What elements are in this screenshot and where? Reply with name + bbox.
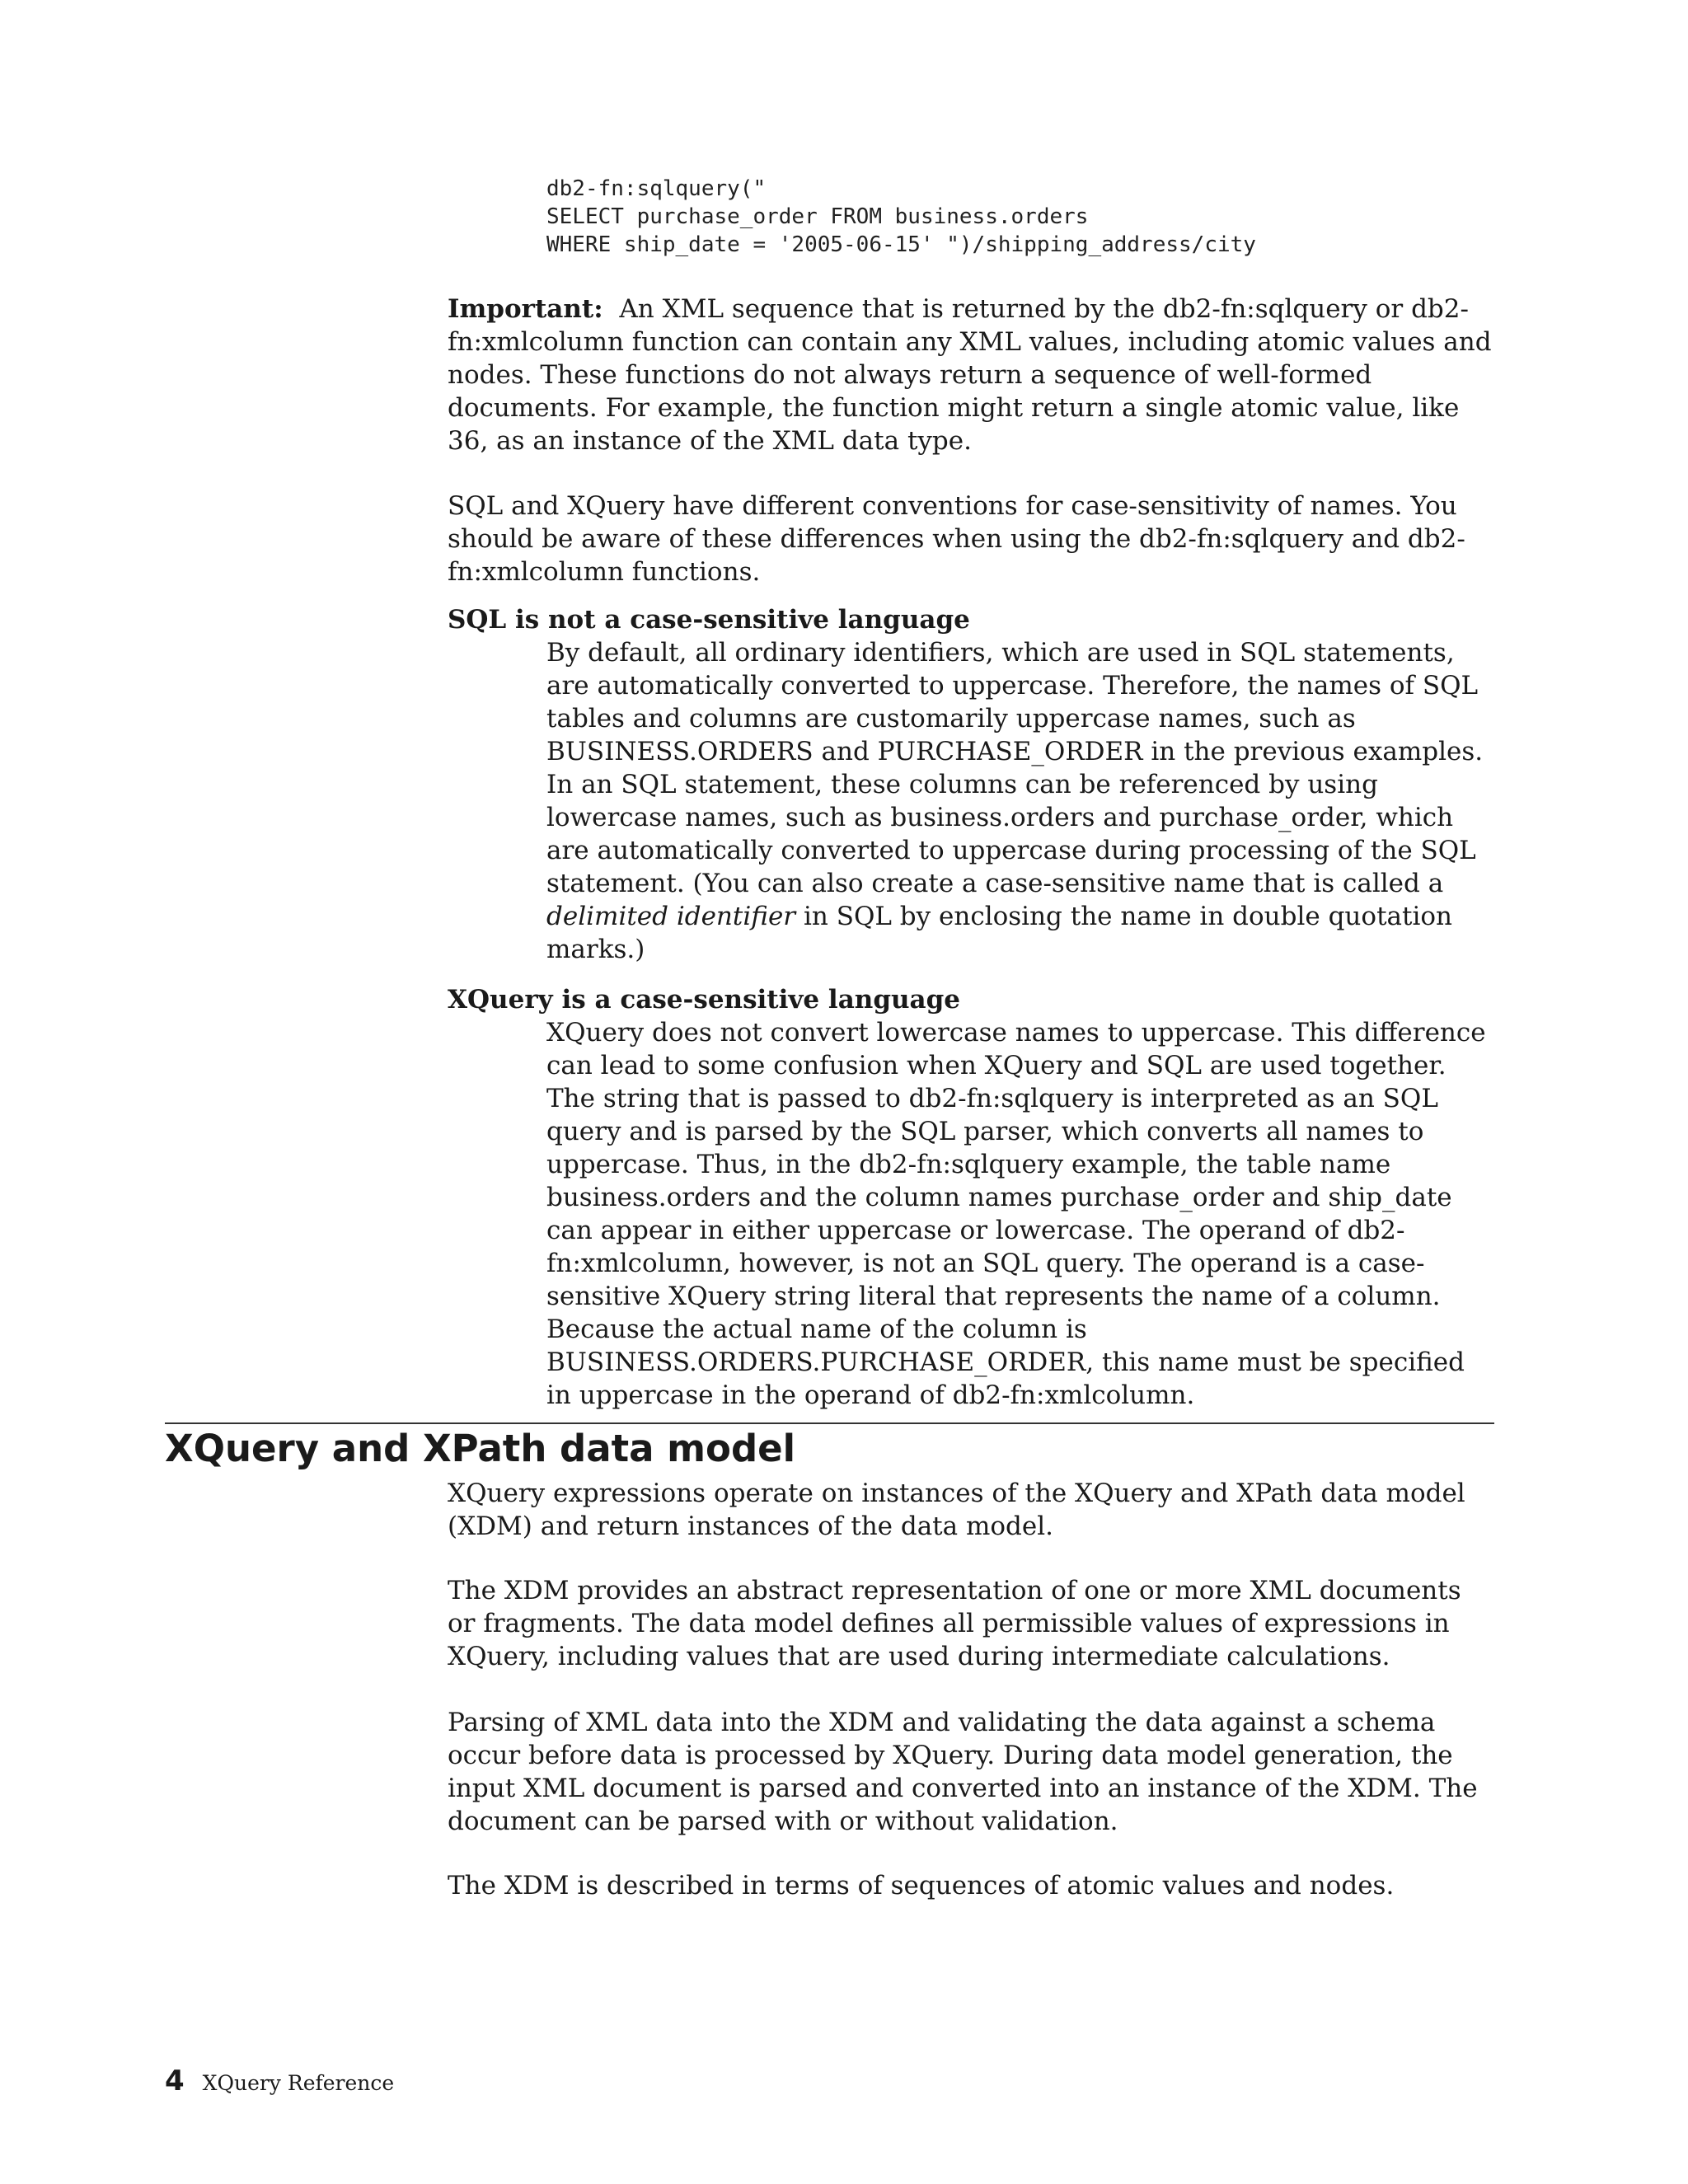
- section-heading: XQuery and XPath data model: [165, 1427, 796, 1470]
- definition-sql-text-before: By default, all ordinary identifiers, which are used in SQL statements, are automatically converted to uppercase. Therefore, the names of SQL tables and columns are customarily uppercase names, such as BUSINESS.ORDERS and PURCHASE_ORDER in the previous examples. In an SQL statement, these columns can be referenced by using lowercase names, such as business.orders and purchase_order, which are automatically converted to uppercase during processing of the SQL statement. (You can also create a case-sensitive name that is called a: [546, 638, 1484, 898]
- page-footer: [165, 2064, 394, 2097]
- definition-body-xquery: XQuery does not convert lowercase names to uppercase. This difference can lead to some confusion when XQuery and SQL are used together. The string that is passed to db2-fn:sqlquery is interpreted as an SQL query and is parsed by the SQL parser, which converts all names to uppercase. Thus, in the db2-fn:sqlquery example, the table name business.orders and the column names purchase_order and ship_date can appear in either uppercase or lowercase. The operand of db2-fn:xmlcolumn, however, is not an SQL query. The operand is a case-sensitive XQuery string literal that represents the name of a column. Because the actual name of the column is BUSINESS.ORDERS.PURCHASE_ORDER, this name must be specified in uppercase in the operand of db2-fn:xmlcolumn.: [546, 1018, 1486, 1410]
- book-title: XQuery Reference: [202, 2071, 395, 2095]
- definition-sql-text-after: in SQL by enclosing the name in double quotation marks.): [546, 902, 1453, 964]
- section-divider: [165, 1422, 1494, 1424]
- section-paragraph-3: Parsing of XML data into the XDM and validating the data against a schema occur before data is processed by XQuery. During data model generation, the input XML document is parsed and converted into an instance of the XDM. The document can be parsed with or without validation.: [448, 1708, 1478, 1836]
- definition-term-sql: SQL is not a case-sensitive language: [448, 605, 970, 635]
- definition-sql-emphasis: delimited identifier: [546, 902, 796, 931]
- important-note: [448, 293, 1494, 457]
- code-example: db2-fn:sqlquery(" SELECT purchase_order FROM business.orders WHERE ship_date = '2005-06-15' ")/shipping_address/city: [546, 176, 1256, 257]
- important-label: Important:: [448, 294, 603, 324]
- section-paragraph-4: The XDM is described in terms of sequences of atomic values and nodes.: [448, 1871, 1395, 1900]
- definition-term-xquery: XQuery is a case-sensitive language: [448, 985, 961, 1015]
- definition-body-sql: [546, 636, 1494, 966]
- important-text: An XML sequence that is returned by the db2-fn:sqlquery or db2-fn:xmlcolumn function can contain any XML values, including atomic values and nodes. These functions do not always return a sequence of well-formed documents. For example, the function might return a single atomic value, like 36, as an instance of the XML data type.: [448, 294, 1492, 456]
- page-number: 4: [165, 2064, 185, 2097]
- section-paragraph-1: XQuery expressions operate on instances of the XQuery and XPath data model (XDM) and return instances of the data model.: [448, 1479, 1465, 1541]
- section-paragraph-2: The XDM provides an abstract representation of one or more XML documents or fragments. The data model defines all permissible values of expressions in XQuery, including values that are used during intermediate calculations.: [448, 1576, 1461, 1671]
- case-sensitivity-intro: SQL and XQuery have different conventions for case-sensitivity of names. You should be aware of these differences when using the db2-fn:sqlquery and db2-fn:xmlcolumn functions.: [448, 491, 1465, 587]
